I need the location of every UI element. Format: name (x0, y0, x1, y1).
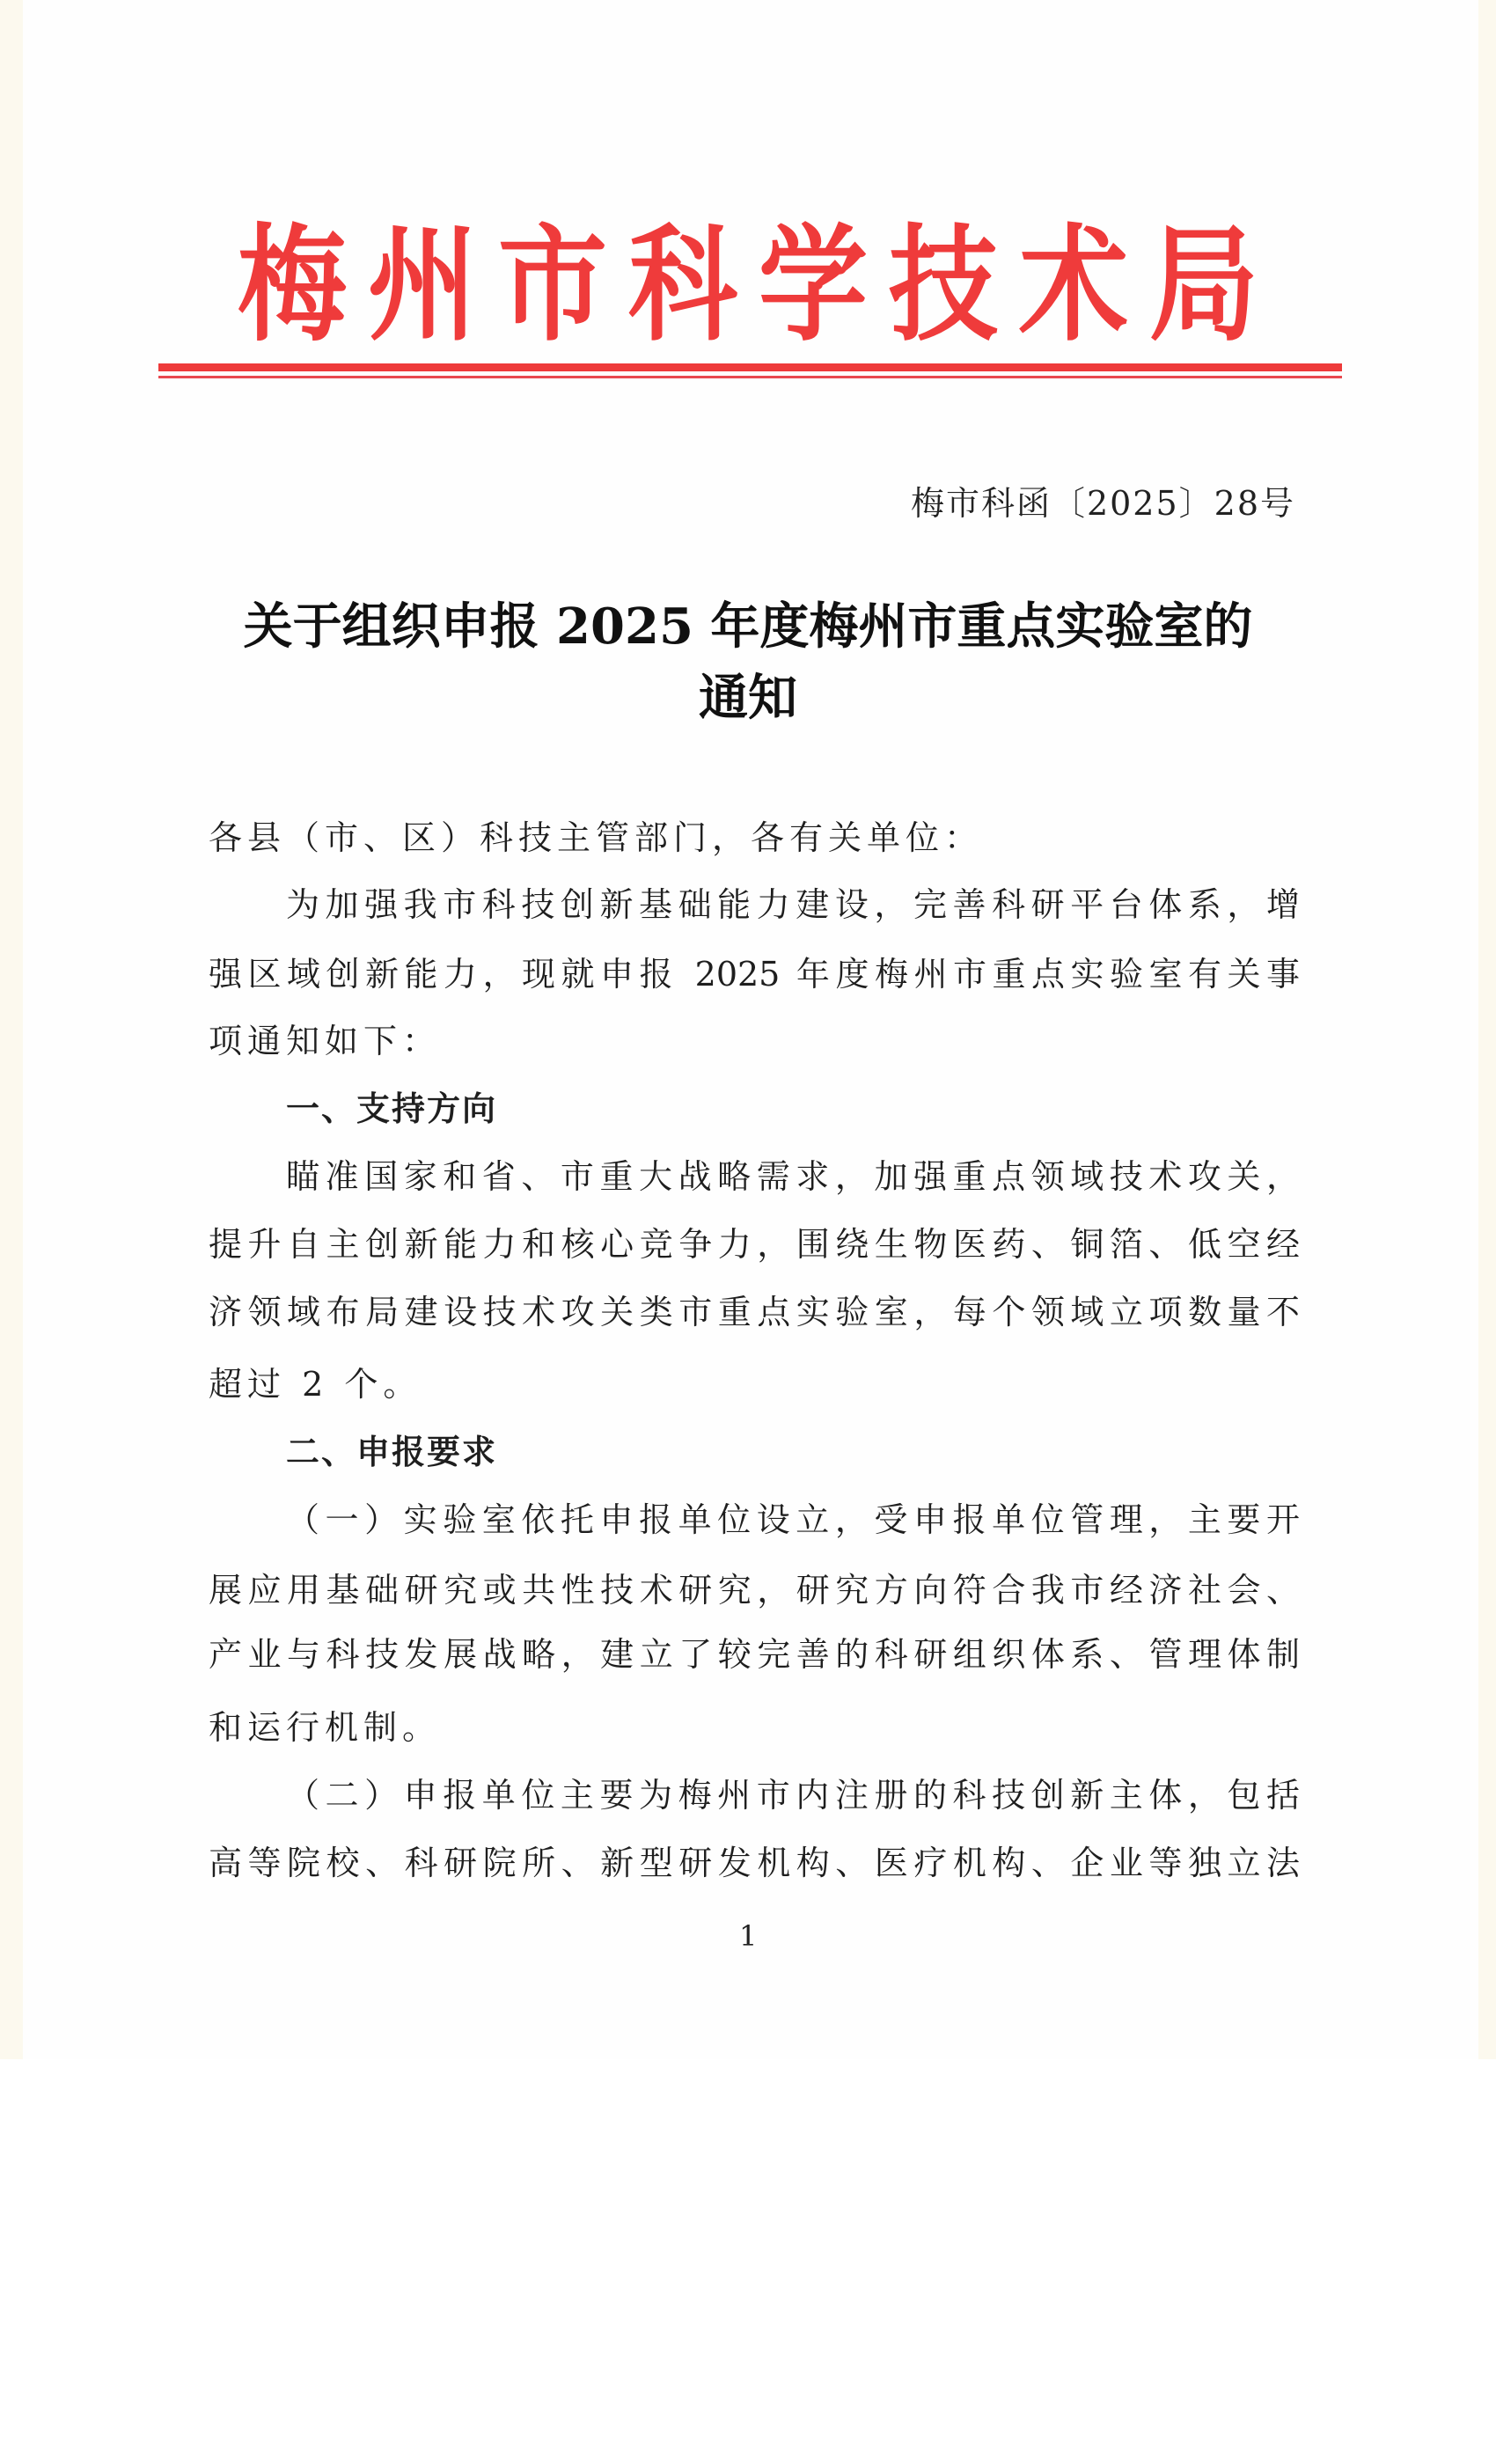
masthead-char: 术 (1018, 212, 1128, 359)
section2-item1-line: （一）实验室依托申报单位设立，受申报单位管理，主要开 (286, 1500, 1300, 1539)
document-number: 梅市科函〔2025〕28号 (910, 484, 1295, 523)
document-title-line-1: 关于组织申报 2025 年度梅州市重点实验室的 (243, 598, 1253, 656)
red-divider-thin (158, 376, 1342, 378)
masthead-char: 市 (497, 212, 607, 359)
red-divider-thick (158, 363, 1342, 371)
section1-line: 瞄准国家和省、市重大战略需求，加强重点领域技术攻关， (286, 1157, 1300, 1196)
masthead-char: 梅 (238, 212, 348, 359)
masthead-char: 科 (627, 212, 737, 359)
section2-item1-line: 和运行机制。 (209, 1708, 442, 1747)
section-heading-1: 一、支持方向 (286, 1089, 498, 1128)
intro-line: 项通知如下： (209, 1022, 442, 1060)
section1-line: 济领域布局建设技术攻关类市重点实验室，每个领域立项数量不 (209, 1293, 1300, 1331)
document-title-line-2: 通知 (699, 669, 797, 727)
intro-line: 强区域创新能力，现就申报 2025 年度梅州市重点实验室有关事 (209, 955, 1300, 994)
masthead-char: 技 (888, 212, 998, 359)
salutation: 各县（市、区）科技主管部门，各有关单位： (209, 818, 984, 857)
masthead-char: 局 (1148, 212, 1258, 359)
section2-item1-line: 产业与科技发展战略，建立了较完善的科研组织体系、管理体制 (209, 1635, 1300, 1674)
section1-line: 超过 2 个。 (209, 1365, 422, 1404)
section2-item2-line: 高等院校、科研院所、新型研发机构、医疗机构、企业等独立法 (209, 1844, 1300, 1882)
section-heading-2: 二、申报要求 (286, 1433, 498, 1471)
section2-item2-line: （二）申报单位主要为梅州市内注册的科技创新主体，包括 (286, 1776, 1300, 1815)
agency-masthead (238, 212, 1258, 359)
masthead-char: 州 (367, 212, 477, 359)
masthead-char: 学 (758, 212, 868, 359)
section2-item1-line: 展应用基础研究或共性技术研究，研究方向符合我市经济社会、 (209, 1571, 1300, 1610)
intro-line: 为加强我市科技创新基础能力建设，完善科研平台体系，增 (286, 885, 1300, 924)
section1-line: 提升自主创新能力和核心竞争力，围绕生物医药、铜箔、低空经 (209, 1225, 1300, 1264)
page-number: 1 (739, 1919, 758, 1953)
